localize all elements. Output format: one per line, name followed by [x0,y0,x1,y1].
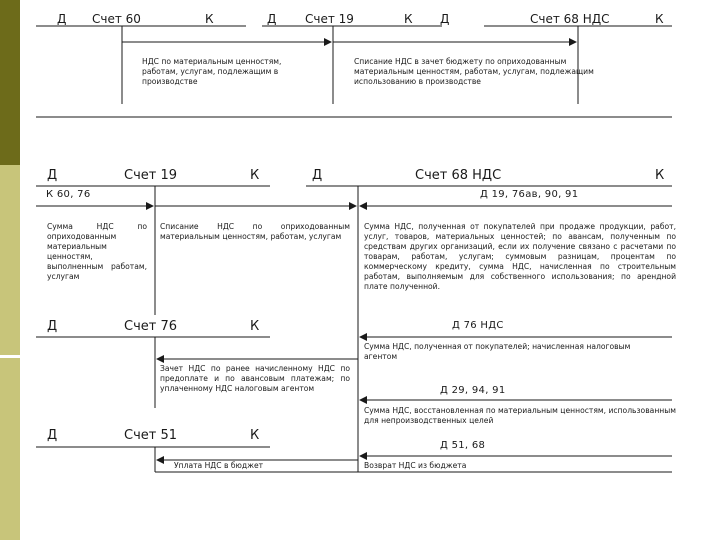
top-note-write-off: Списание НДС в зачет бюджету по оприходованным материальным ценностям, работам, услугам, подлежащим использованию в производстве [354,57,594,86]
acc68-debit: Д [312,168,323,183]
acc19-top-name: Счет 19 [305,12,354,26]
acc76-name: Счет 76 [124,319,178,334]
acc68-correspondence: Д 19, 76ав, 90, 91 [480,189,579,200]
note-write-off: Списание НДС по оприходованным материальным ценностям, работам, услугам [160,222,350,241]
acc19-correspondence: К 60, 76 [46,189,91,200]
acc51-credit: К [250,428,260,443]
acc68-top-credit: К [655,12,664,26]
acc60-credit: К [205,12,214,26]
acc19-top-debit: Д [267,12,277,26]
acc60-debit: Д [57,12,67,26]
acc51-debit: Д [47,428,58,443]
note-restored: Сумма НДС, восстановленная по материальным ценностям, использованным для непроизводственных целей [364,406,676,425]
acc19-top-credit: К [404,12,413,26]
acc76-vat-label: Д 76 НДС [452,320,504,331]
acc19-name: Счет 19 [124,168,178,183]
note-offset: Зачет НДС по ранее начисленному НДС по предоплате и по авансовым платежам; по уплаченному НДС налоговым агентом [160,364,350,393]
note-refund: Возврат НДС из бюджета [364,461,467,470]
note-payment: Уплата НДС в бюджет [174,461,264,470]
acc51-name: Счет 51 [124,428,178,443]
acc19-credit: К [250,168,260,183]
acc68-credit: К [655,168,665,183]
acc60-name: Счет 60 [92,12,141,26]
acc68-top-name: Счет 68 НДС [530,12,610,26]
acc76-debit: Д [47,319,58,334]
acc19-debit: Д [47,168,58,183]
corr-29-94-91: Д 29, 94, 91 [440,385,506,396]
corr-51-68: Д 51, 68 [440,440,486,451]
note-vat-buyers-agent: Сумма НДС, полученная от покупателей; начисленная налоговым агентом [364,342,631,361]
acc68-top-debit: Д [440,12,450,26]
acc68-name: Счет 68 НДС [415,168,502,183]
top-note-vat: НДС по материальным ценностям, работам, услугам, подлежащим в производстве [142,57,282,86]
note-vat-received: Сумма НДС по оприходованным материальным ценностям, выполненным работам, услугам [47,222,147,281]
note-vat-from-buyers: Сумма НДС, полученная от покупателей при продаже продукции, работ, услуг, товаров, материальных ценностей; по авансам, полученным по средствам других организаций, если их получение связано с расчетами по товарам, работам, услугам; суммовым разницам, процентам по коммерческому кредиту, сумма НДС, начисленная по строительным работам, выполняемым для собственного использования; по арендной плате полученной. [364,222,676,291]
acc76-credit: К [250,319,260,334]
